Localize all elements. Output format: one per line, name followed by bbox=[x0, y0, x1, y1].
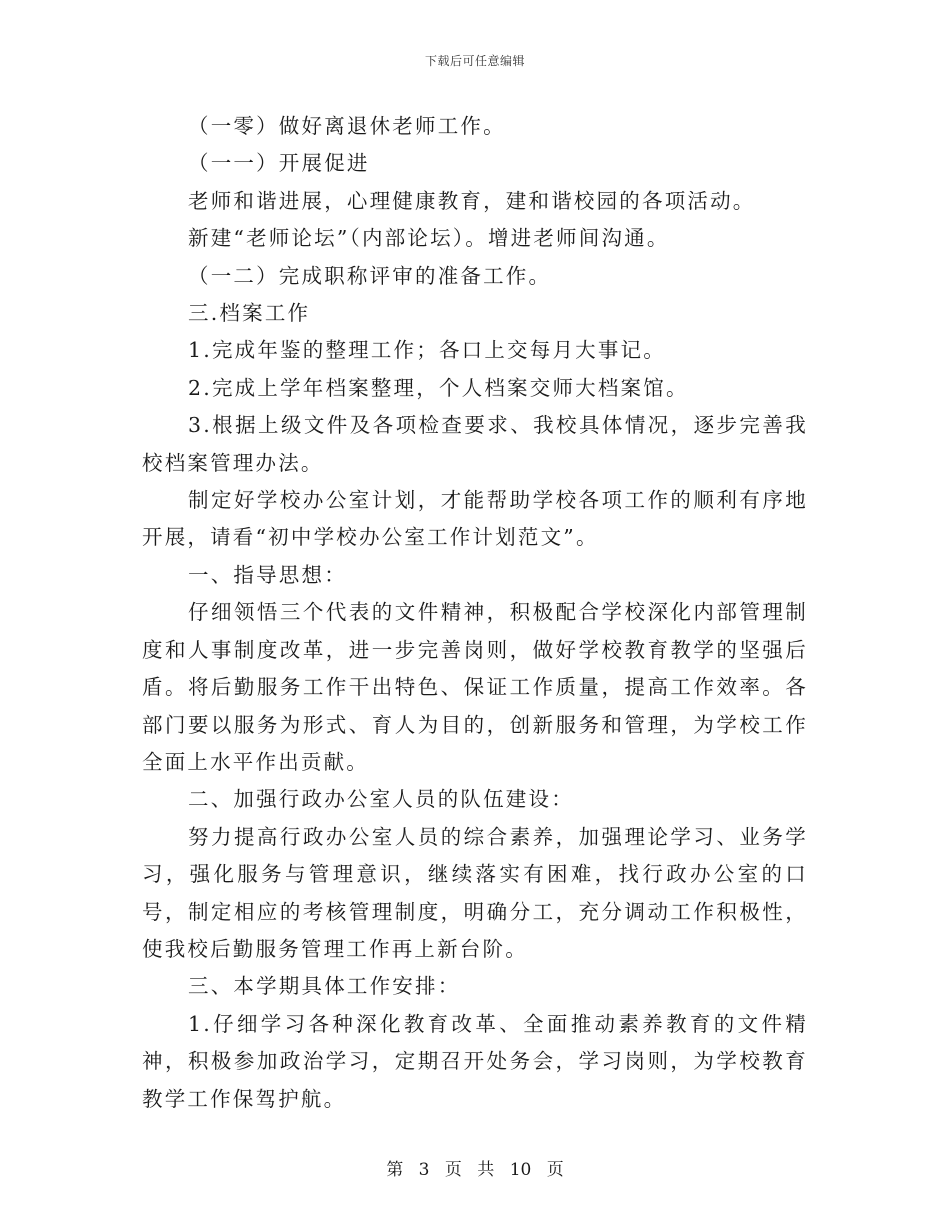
document-body bbox=[142, 108, 808, 1118]
paragraph-16: 1.仔细学习各种深化教育改革、全面推动素养教育的文件精神，积极参加政治学习，定期召开处务会，学习岗则，为学校教育教学工作保驾护航。 bbox=[142, 1011, 808, 1111]
paragraph-7: 1.完成年鉴的整理工作；各口上交每月大事记。 bbox=[188, 338, 666, 363]
section-heading-archives: 三.档案工作 bbox=[188, 301, 311, 326]
paragraph-10: 制定好学校办公室计划，才能帮助学校各项工作的顺利有序地开展，请看“初中学校办公室工作计划范文”。 bbox=[142, 488, 808, 550]
section-heading-guiding-thought: 一、指导思想： bbox=[188, 562, 347, 587]
footer-page-word: 页 bbox=[444, 1160, 462, 1180]
section-heading-work-arrangement: 三、本学期具体工作安排： bbox=[188, 974, 461, 999]
paragraph-8: 2.完成上学年档案整理，个人档案交师大档案馆。 bbox=[188, 375, 689, 400]
footer-suffix: 页 bbox=[546, 1160, 564, 1180]
footer-total-word: 共 bbox=[477, 1160, 495, 1180]
paragraph-1: （一零）做好离退休老师工作。 bbox=[188, 114, 506, 138]
paragraph-2: （一一）开展促进 bbox=[188, 151, 370, 176]
paragraph-14: 努力提高行政办公室人员的综合素养，加强理论学习、业务学习，强化服务与管理意识，继续落实有困难，找行政办公室的口号，制定相应的考核管理制度，明确分工，充分调动工作积极性，使我校后勤服务管理工作再上新台阶。 bbox=[142, 824, 808, 961]
footer-current-page: 3 bbox=[418, 1160, 430, 1180]
paragraph-12: 仔细领悟三个代表的文件精神，积极配合学校深化内部管理制度和人事制度改革，进一步完善岗则，做好学校教育教学的坚强后盾。将后勤服务工作干出特色、保证工作质量，提高工作效率。各部门要以服务为形式、育人为目的，创新服务和管理，为学校工作全面上水平作出贡献。 bbox=[142, 600, 808, 774]
page-header-note: 下载后可任意编辑 bbox=[424, 54, 525, 68]
footer-prefix: 第 bbox=[386, 1160, 404, 1180]
paragraph-4: 新建“老师论坛”（内部论坛）。增进老师间沟通。 bbox=[188, 226, 670, 251]
paragraph-3: 老师和谐进展，心理健康教育，建和谐校园的各项活动。 bbox=[188, 188, 756, 213]
page-footer bbox=[0, 1155, 950, 1180]
paragraph-9: 3.根据上级文件及各项检查要求、我校具体情况，逐步完善我校档案管理办法。 bbox=[142, 413, 808, 475]
footer-total-pages: 10 bbox=[509, 1160, 532, 1180]
paragraph-5: （一二）完成职称评审的准备工作。 bbox=[188, 263, 552, 288]
section-heading-team-building: 二、加强行政办公室人员的队伍建设： bbox=[188, 787, 574, 812]
